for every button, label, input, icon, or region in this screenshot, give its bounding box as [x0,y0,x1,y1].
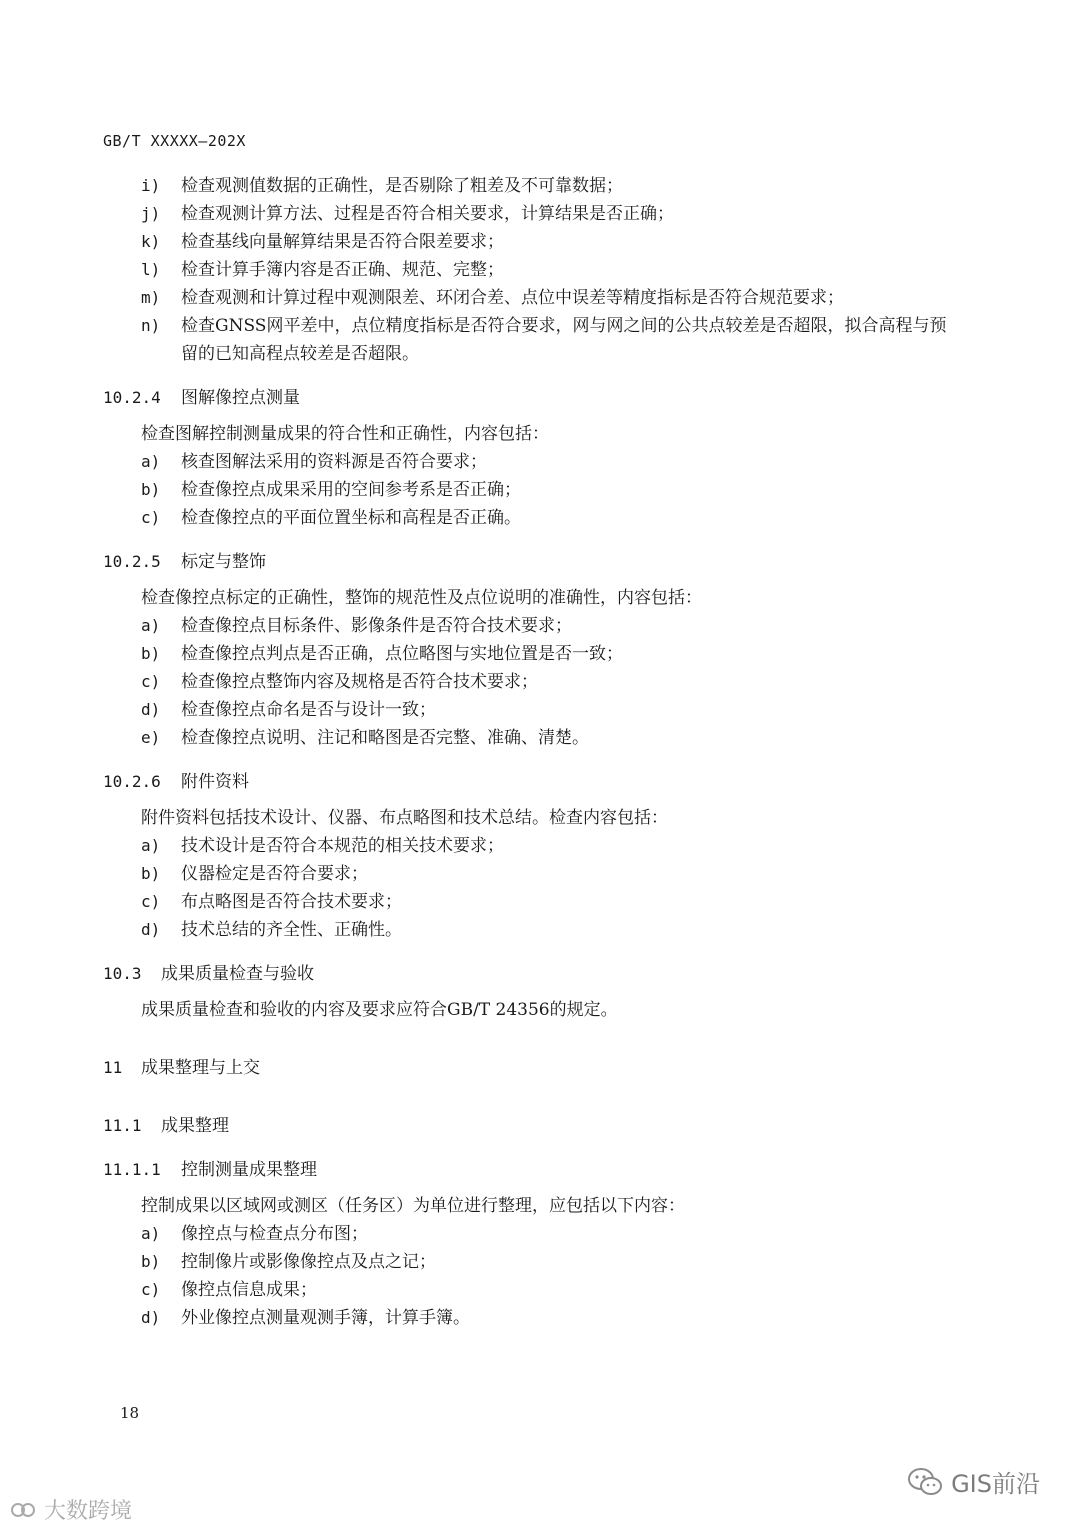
list-item: m) 检查观测和计算过程中观测限差、环闭合差、点位中误差等精度指标是否符合规范要求； [141,288,844,308]
wechat-icon [907,1467,943,1497]
section-heading-10-2-5: 10.2.5 标定与整饰 [103,552,266,572]
list-item: b) 检查像控点判点是否正确，点位略图与实地位置是否一致； [141,644,623,664]
page-number: 18 [120,1404,140,1422]
watermark-gis [907,1464,1040,1499]
list-item: d) 检查像控点命名是否与设计一致； [141,700,436,720]
logo-icon [10,1499,38,1521]
section-heading-10-2-4: 10.2.4 图解像控点测量 [103,388,300,408]
list-item: b) 检查像控点成果采用的空间参考系是否正确； [141,480,521,500]
list-item: a) 技术设计是否符合本规范的相关技术要求； [141,836,504,856]
list-item: k) 检查基线向量解算结果是否符合限差要求； [141,232,504,252]
section-heading-11-1: 11.1 成果整理 [103,1116,229,1136]
list-item: a) 核查图解法采用的资料源是否符合要求； [141,452,487,472]
list-item: c) 布点略图是否符合技术要求； [141,892,402,912]
section-intro: 检查像控点标定的正确性，整饰的规范性及点位说明的准确性，内容包括： [141,588,702,608]
document-body [103,172,963,1332]
list-item: d) 技术总结的齐全性、正确性。 [141,920,402,940]
section-intro: 附件资料包括技术设计、仪器、布点略图和技术总结。检查内容包括： [141,808,668,828]
list-item: b) 仪器检定是否符合要求； [141,864,368,884]
section-heading-10-3: 10.3 成果质量检查与验收 [103,964,314,984]
document-header: GB/T XXXXX—202X [103,132,246,150]
list-item: c) 检查像控点的平面位置坐标和高程是否正确。 [141,508,521,528]
section-heading-11-1-1: 11.1.1 控制测量成果整理 [103,1160,317,1180]
list-item: b) 控制像片或影像像控点及点之记； [141,1252,436,1272]
chapter-heading-11: 11 成果整理与上交 [103,1058,260,1078]
list-block-1 [103,172,963,368]
list-item: l) 检查计算手簿内容是否正确、规范、完整； [141,260,504,280]
list-item: i) 检查观测值数据的正确性，是否剔除了粗差及不可靠数据； [141,176,623,196]
list-item: c) 像控点信息成果； [141,1280,317,1300]
section-text: 成果质量检查和验收的内容及要求应符合GB/T 24356的规定。 [141,1000,618,1020]
list-item: c) 检查像控点整饰内容及规格是否符合技术要求； [141,672,538,692]
list-item: n) 检查GNSS网平差中，点位精度指标是否符合要求，网与网之间的公共点较差是否超限，拟合高程与预留的已知高程点较差是否超限。 [141,316,947,364]
list-item: a) 像控点与检查点分布图； [141,1224,368,1244]
watermark-dashu [10,1494,132,1525]
watermark-text: 大数跨境 [44,1499,133,1524]
watermark-text: GIS前沿 [951,1470,1040,1498]
list-item: d) 外业像控点测量观测手簿，计算手簿。 [141,1308,470,1328]
section-heading-10-2-6: 10.2.6 附件资料 [103,772,249,792]
list-item: e) 检查像控点说明、注记和略图是否完整、准确、清楚。 [141,728,589,748]
section-intro: 控制成果以区域网或测区（任务区）为单位进行整理，应包括以下内容： [141,1196,685,1216]
list-item: j) 检查观测计算方法、过程是否符合相关要求，计算结果是否正确； [141,204,674,224]
list-item: a) 检查像控点目标条件、影像条件是否符合技术要求； [141,616,572,636]
section-intro: 检查图解控制测量成果的符合性和正确性，内容包括： [141,424,549,444]
